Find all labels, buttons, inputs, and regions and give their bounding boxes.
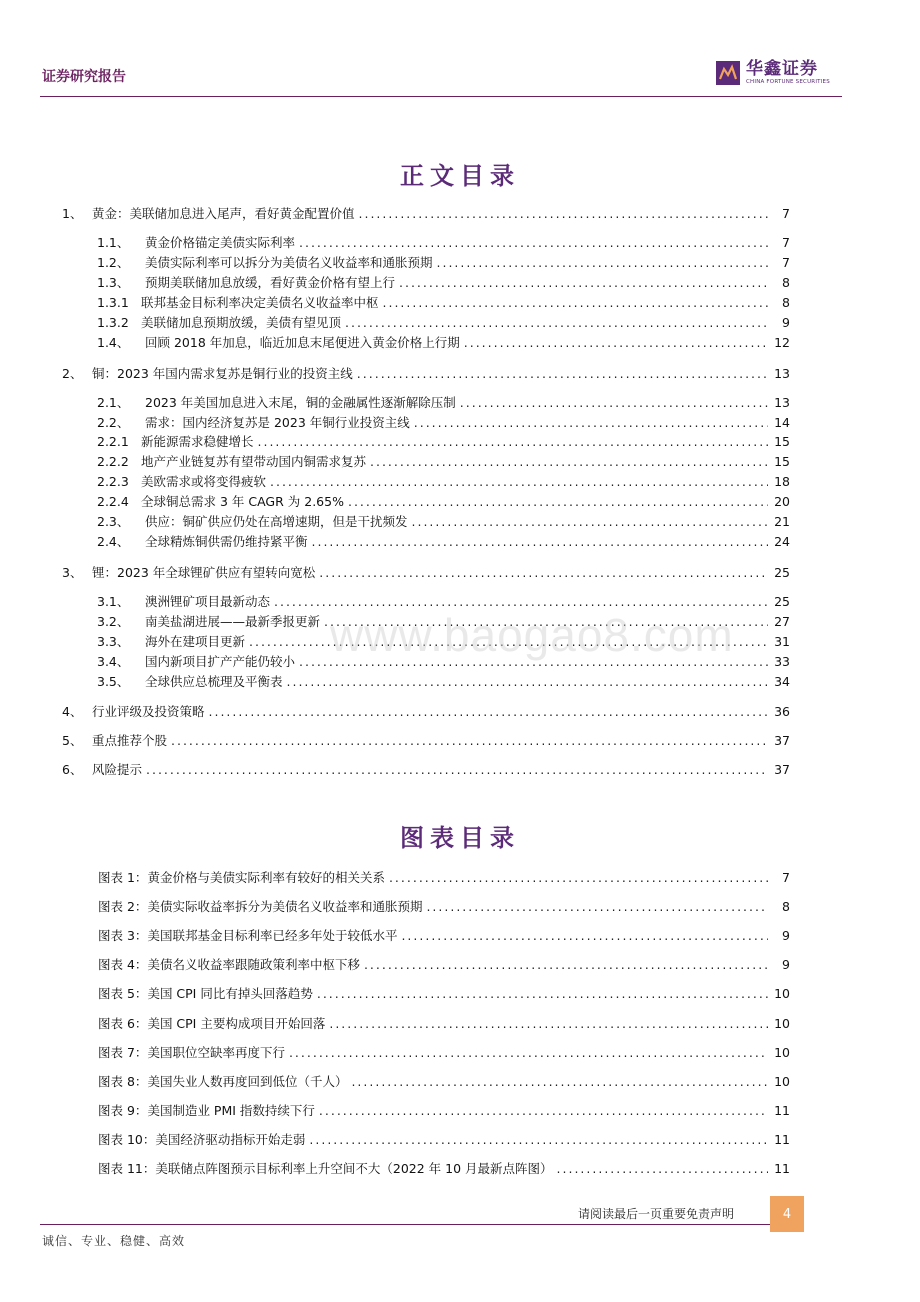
toc-entry-number: 3.3、 (97, 634, 130, 649)
figure-entry-label: 图表 2： (98, 899, 148, 914)
toc-entry[interactable] (97, 434, 790, 450)
figure-entry[interactable] (98, 986, 790, 1002)
toc-entry-number: 2.2.3 (97, 474, 129, 489)
toc-leader-dots (299, 235, 768, 251)
toc-leader-dots (414, 415, 768, 431)
toc-entry-page: 8 (782, 295, 790, 310)
figure-entry-title: 美国联邦基金目标利率已经多年处于较低水平 (147, 928, 398, 943)
toc-entry-title: 全球精炼铜供需仍维持紧平衡 (145, 534, 308, 549)
toc-entry-title: 重点推荐个股 (92, 733, 168, 748)
toc-leader-dots (348, 494, 768, 510)
page-number: 4 (770, 1196, 804, 1232)
figure-entry-title: 美国失业人数再度回到低位（千人） (147, 1074, 348, 1089)
toc-leader-dots (359, 206, 768, 222)
toc-leader-dots (345, 315, 768, 331)
figure-entry[interactable] (98, 1016, 790, 1032)
figure-entry-title: 美国 CPI 主要构成项目开始回落 (147, 1016, 326, 1031)
figure-entry-label: 图表 5： (98, 986, 148, 1001)
toc-heading: 正文目录 (400, 162, 520, 190)
toc-entry-title: 海外在建项目更新 (145, 634, 246, 649)
figure-entry-page: 11 (774, 1103, 790, 1118)
toc-entry-number: 2.2.4 (97, 494, 129, 509)
toc-entry[interactable] (97, 395, 790, 411)
toc-entry-title: 美债实际利率可以拆分为美债名义收益率和通胀预期 (145, 255, 433, 270)
toc-entry-title: 锂：2023 年全球锂矿供应有望转向宽松 (92, 565, 316, 580)
toc-leader-dots (460, 395, 768, 411)
figure-entry-page: 7 (782, 870, 790, 885)
toc-entry-page: 14 (774, 415, 790, 430)
figure-entry-title: 美国经济驱动指标开始走弱 (155, 1132, 306, 1147)
toc-entry-page: 21 (774, 514, 790, 529)
toc-entry-title: 国内新项目扩产产能仍较小 (145, 654, 296, 669)
toc-entry-title: 新能源需求稳健增长 (141, 434, 254, 449)
toc-entry[interactable] (97, 275, 790, 291)
figure-entry-label: 图表 6： (98, 1016, 148, 1031)
toc-entry-title: 回顾 2018 年加息，临近加息末尾便进入黄金价格上行期 (145, 335, 460, 350)
figure-entry-label: 图表 7： (98, 1045, 148, 1060)
logo-mark-icon (716, 61, 740, 85)
footer-divider (40, 1224, 770, 1225)
toc-entry-number: 2、 (62, 366, 83, 381)
toc-entry[interactable] (97, 474, 790, 490)
company-motto: 诚信、专业、稳健、高效 (42, 1234, 186, 1248)
toc-entry-page: 20 (774, 494, 790, 509)
figure-entry[interactable] (98, 957, 790, 973)
toc-entry-number: 1、 (62, 206, 83, 221)
toc-leader-dots (258, 434, 768, 450)
toc-entry-title: 铜：2023 年国内需求复苏是铜行业的投资主线 (92, 366, 353, 381)
report-type-label: 证券研究报告 (42, 69, 126, 85)
toc-entry-number: 1.2、 (97, 255, 130, 270)
toc-entry[interactable] (97, 454, 790, 470)
toc-entry[interactable] (97, 235, 790, 251)
toc-entry-number: 3.5、 (97, 674, 130, 689)
logo-chinese-name: 华鑫证券 (746, 59, 818, 79)
figure-entry-page: 11 (774, 1161, 790, 1176)
toc-entry-title: 全球铜总需求 3 年 CAGR 为 2.65% (141, 494, 344, 509)
company-logo (716, 60, 830, 86)
toc-entry-page: 34 (774, 674, 790, 689)
toc-entry-number: 2.1、 (97, 395, 130, 410)
toc-entry-title: 行业评级及投资策略 (92, 704, 205, 719)
toc-entry-title: 美联储加息预期放缓，美债有望见顶 (141, 315, 342, 330)
toc-entry-number: 1.4、 (97, 335, 130, 350)
toc-entry-number: 2.2、 (97, 415, 130, 430)
figure-leader-dots (364, 957, 768, 973)
toc-entry-page: 36 (774, 704, 790, 719)
toc-entry-title: 2023 年美国加息进入末尾，铜的金融属性逐渐解除压制 (145, 395, 456, 410)
toc-entry-title: 风险提示 (92, 762, 143, 777)
toc-entry-page: 7 (782, 206, 790, 221)
toc-entry-number: 1.3.2 (97, 315, 129, 330)
figure-entry-label: 图表 1： (98, 870, 148, 885)
toc-entry[interactable] (97, 514, 790, 530)
toc-entry-number: 3.4、 (97, 654, 130, 669)
figure-entry-page: 10 (774, 1045, 790, 1060)
figure-entry-title: 美国制造业 PMI 指数持续下行 (147, 1103, 315, 1118)
toc-leader-dots (287, 674, 768, 690)
toc-entry-title: 地产产业链复苏有望带动国内铜需求复苏 (141, 454, 367, 469)
figure-entry[interactable] (98, 928, 790, 944)
figure-entry-page: 10 (774, 986, 790, 1001)
toc-entry-page: 24 (774, 534, 790, 549)
toc-leader-dots (383, 295, 768, 311)
figure-leader-dots (317, 986, 768, 1002)
toc-entry[interactable] (97, 315, 790, 331)
toc-entry-title: 澳洲锂矿项目最新动态 (145, 594, 271, 609)
toc-leader-dots (270, 474, 768, 490)
figure-entry[interactable] (98, 1161, 790, 1177)
figure-leader-dots (309, 1132, 768, 1148)
toc-entry-page: 18 (774, 474, 790, 489)
toc-entry-title: 全球供应总梳理及平衡表 (145, 674, 283, 689)
toc-leader-dots (319, 565, 768, 581)
toc-entry-page: 13 (774, 395, 790, 410)
figure-leader-dots (426, 899, 768, 915)
toc-entry[interactable] (97, 295, 790, 311)
figures-heading: 图表目录 (400, 824, 520, 852)
figure-entry-page: 11 (774, 1132, 790, 1147)
toc-entry-number: 1.3.1 (97, 295, 129, 310)
figure-entry-page: 9 (782, 957, 790, 972)
toc-leader-dots (357, 366, 768, 382)
toc-entry-number: 2.2.2 (97, 454, 129, 469)
toc-entry[interactable] (97, 674, 790, 690)
toc-entry-title: 需求：国内经济复苏是 2023 年铜行业投资主线 (145, 415, 410, 430)
toc-entry-page: 7 (782, 235, 790, 250)
figure-leader-dots (319, 1103, 768, 1119)
figure-entry[interactable] (98, 1045, 790, 1061)
toc-entry-page: 13 (774, 366, 790, 381)
toc-entry-page: 12 (774, 335, 790, 350)
toc-entry-number: 4、 (62, 704, 83, 719)
toc-entry[interactable] (62, 366, 790, 382)
toc-leader-dots (146, 762, 768, 778)
figure-entry-page: 10 (774, 1074, 790, 1089)
toc-leader-dots (412, 514, 768, 530)
figure-entry-title: 黄金价格与美债实际利率有较好的相关关系 (147, 870, 385, 885)
figure-leader-dots (401, 928, 768, 944)
figure-entry-title: 美国职位空缺率再度下行 (147, 1045, 285, 1060)
figure-entry-title: 美债实际收益率拆分为美债名义收益率和通胀预期 (147, 899, 423, 914)
toc-entry[interactable] (97, 494, 790, 510)
figure-entry-label: 图表 3： (98, 928, 148, 943)
toc-entry[interactable] (97, 415, 790, 431)
toc-entry-page: 33 (774, 654, 790, 669)
toc-entry[interactable] (97, 335, 790, 351)
toc-entry[interactable] (62, 704, 790, 720)
toc-leader-dots (370, 454, 768, 470)
toc-entry-title: 供应：铜矿供应仍处在高增速期，但是干扰频发 (145, 514, 408, 529)
figure-entry-title: 美债名义收益率跟随政策利率中枢下移 (147, 957, 360, 972)
figure-entry-label: 图表 11： (98, 1161, 156, 1176)
figure-leader-dots (289, 1045, 768, 1061)
toc-entry-title: 南美盐湖进展——最新季报更新 (145, 614, 321, 629)
toc-entry-page: 31 (774, 634, 790, 649)
toc-entry-number: 6、 (62, 762, 83, 777)
toc-leader-dots (312, 534, 768, 550)
toc-entry-page: 37 (774, 733, 790, 748)
toc-entry-number: 5、 (62, 733, 83, 748)
toc-entry-title: 黄金：美联储加息进入尾声，看好黄金配置价值 (92, 206, 355, 221)
toc-entry-page: 27 (774, 614, 790, 629)
figure-entry-title: 美联储点阵图预示目标利率上升空间不大（2022 年 10 月最新点阵图） (155, 1161, 553, 1176)
figure-entry-label: 图表 10： (98, 1132, 156, 1147)
toc-entry-page: 15 (774, 434, 790, 449)
toc-entry-page: 7 (782, 255, 790, 270)
toc-entry-page: 15 (774, 454, 790, 469)
toc-entry-page: 8 (782, 275, 790, 290)
disclaimer-note: 请阅读最后一页重要免责声明 (578, 1207, 735, 1221)
toc-entry-number: 3、 (62, 565, 83, 580)
watermark: www.baogao8.com (330, 609, 734, 661)
toc-entry-title: 联邦基金目标利率决定美债名义收益率中枢 (141, 295, 379, 310)
toc-entry-page: 25 (774, 565, 790, 580)
toc-leader-dots (464, 335, 768, 351)
figure-entry-page: 10 (774, 1016, 790, 1031)
toc-entry-title: 预期美联储加息放缓，看好黄金价格有望上行 (145, 275, 396, 290)
figure-leader-dots (351, 1074, 768, 1090)
figure-entry-title: 美国 CPI 同比有掉头回落趋势 (147, 986, 313, 1001)
toc-entry-page: 25 (774, 594, 790, 609)
figure-leader-dots (389, 870, 768, 886)
toc-entry[interactable] (97, 534, 790, 550)
toc-entry[interactable] (62, 565, 790, 581)
toc-entry-number: 2.3、 (97, 514, 130, 529)
toc-entry[interactable] (62, 762, 790, 778)
toc-entry-number: 1.3、 (97, 275, 130, 290)
toc-entry-title: 美欧需求或将变得疲软 (141, 474, 267, 489)
toc-entry-number: 3.2、 (97, 614, 130, 629)
toc-entry-number: 2.4、 (97, 534, 130, 549)
figure-entry[interactable] (98, 1074, 790, 1090)
toc-entry[interactable] (97, 255, 790, 271)
figure-entry[interactable] (98, 1103, 790, 1119)
toc-leader-dots (209, 704, 768, 720)
toc-entry-title: 黄金价格锚定美债实际利率 (145, 235, 296, 250)
toc-entry[interactable] (62, 733, 790, 749)
toc-leader-dots (171, 733, 768, 749)
figure-entry-label: 图表 9： (98, 1103, 148, 1118)
toc-entry-number: 2.2.1 (97, 434, 129, 449)
logo-english-name: CHINA FORTUNE SECURITIES (746, 79, 830, 85)
toc-entry-number: 1.1、 (97, 235, 130, 250)
figure-entry-label: 图表 4： (98, 957, 148, 972)
figure-entry[interactable] (98, 870, 790, 886)
toc-leader-dots (399, 275, 768, 291)
figure-entry[interactable] (98, 1132, 790, 1148)
toc-entry-page: 37 (774, 762, 790, 777)
figure-leader-dots (557, 1161, 768, 1177)
figure-entry-page: 9 (782, 928, 790, 943)
toc-entry-number: 3.1、 (97, 594, 130, 609)
header-divider (40, 96, 842, 97)
toc-entry[interactable] (62, 206, 790, 222)
toc-leader-dots (437, 255, 768, 271)
toc-entry-page: 9 (782, 315, 790, 330)
figure-entry[interactable] (98, 899, 790, 915)
figure-leader-dots (329, 1016, 768, 1032)
figure-entry-label: 图表 8： (98, 1074, 148, 1089)
figure-entry-page: 8 (782, 899, 790, 914)
